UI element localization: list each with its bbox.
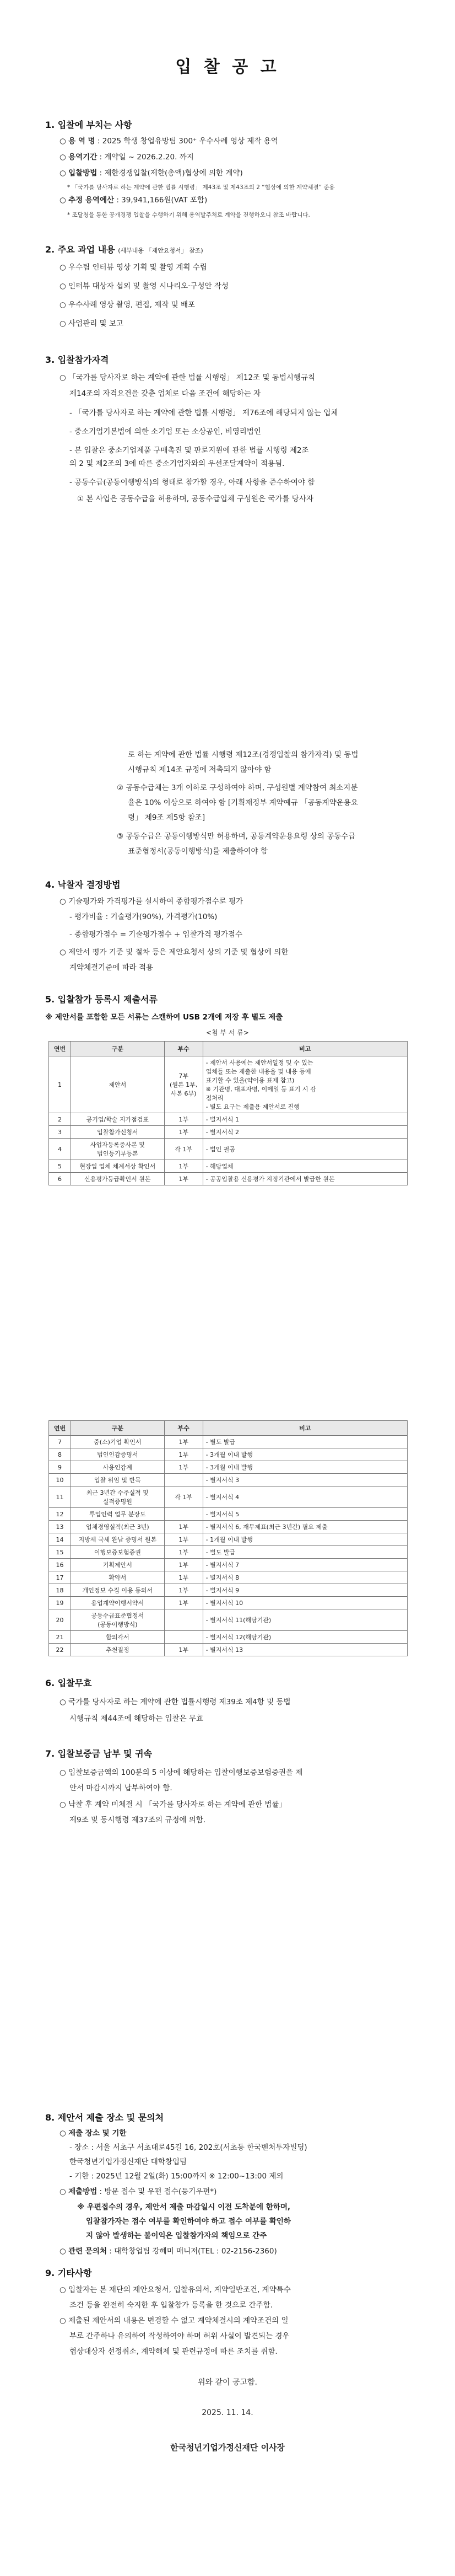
table-row xyxy=(49,1644,408,1656)
row-number: 8 xyxy=(49,1448,71,1461)
row-number: 7 xyxy=(49,1436,71,1448)
row-quantity: 1부 xyxy=(164,1521,203,1533)
closing-organization: 한국청년기업가정신재단 이사장 xyxy=(170,2443,285,2452)
row-note: - 별지서식 4 xyxy=(203,1486,407,1508)
s9-line-2: 조건 등을 완전히 숙지한 후 입찰참가 등록을 한 것으로 간주함. xyxy=(69,2301,273,2310)
row-number: 10 xyxy=(49,1474,71,1486)
col-header-qty: 부수 xyxy=(164,1042,203,1056)
s7-line-4: 제9조 및 동시행령 제37조의 규정에 의함. xyxy=(69,1816,206,1824)
row-document-name: 입찰참가신청서 xyxy=(71,1126,164,1139)
row-number: 4 xyxy=(49,1139,71,1160)
row-document-name: 사용인감계 xyxy=(71,1461,164,1474)
s8-place-line-3: - 기한 : 2025년 12월 2일(화) 15:00까지 ※ 12:00~13:00 제외 xyxy=(69,2172,284,2181)
table-row xyxy=(49,1559,408,1571)
table-header-row xyxy=(49,1421,408,1436)
s3-line-3: - 「국가를 당사자로 하는 계약에 관한 법률 시행령」 제76조에 해당되지 않는 업체 xyxy=(69,409,338,417)
s8-method: ○ 제출방법 : 방문 접수 및 우편 접수(등기우편*) xyxy=(59,2187,217,2196)
row-note: - 별지서식 1 xyxy=(203,1113,407,1126)
row-number: 1 xyxy=(49,1056,71,1113)
s2-item-2: ○ 인터뷰 대상자 섭외 및 촬영 시나리오·구성안 작성 xyxy=(59,282,229,291)
s3-line-1: ○ 「국가를 당사자로 하는 계약에 관한 법률 시행령」 제12조 및 동법시행규칙 xyxy=(59,373,316,382)
s3-line-4: - 중소기업기본법에 의한 소기업 또는 소상공인, 비영리법인 xyxy=(69,427,261,436)
s3-line-6: 의 2 및 제2조의 3에 따른 중소기업자와의 우선조달계약이 적용됨. xyxy=(69,459,285,468)
row-document-name: 합의각서 xyxy=(71,1631,164,1644)
row-quantity: 1부 xyxy=(164,1571,203,1584)
table-row xyxy=(49,1584,408,1597)
s2-item-3: ○ 우수사례 영상 촬영, 편집, 제작 및 배포 xyxy=(59,300,196,309)
section-8-heading: 8. 제안서 제출 장소 및 문의처 xyxy=(45,2112,164,2123)
col-header-no: 연번 xyxy=(49,1421,71,1436)
row-document-name: 지방세 국세 완납 증명서 원본 xyxy=(71,1533,164,1546)
row-quantity: 각 1부 xyxy=(164,1486,203,1508)
row-number: 12 xyxy=(49,1508,71,1521)
s7-line-3-text: 낙찰 후 계약 미체결 시 「국가를 당사자로 하는 계약에 관한 법률」 xyxy=(68,1800,287,1809)
row-number: 15 xyxy=(49,1546,71,1559)
row-note: - 별지서식 5 xyxy=(203,1508,407,1521)
page-title: 입 찰 공 고 xyxy=(175,57,280,77)
row-note: - 별지서식 9 xyxy=(203,1584,407,1597)
row-quantity xyxy=(164,1631,203,1644)
row-note: - 3개월 이내 발행 xyxy=(203,1461,407,1474)
row-document-name: 현장입 업체 체계서상 확인서 xyxy=(71,1160,164,1173)
s2-heading-small: (세부내용 「제안요청서」 참조) xyxy=(118,247,203,254)
s8-place-line-1: - 장소 : 서울 서초구 서초대로45길 16, 202호(서초동 한국벤처투자빌딩) xyxy=(69,2143,307,2152)
s1-item-1-label: 용 역 명 xyxy=(68,137,95,146)
s2-item-1-text: 우수팀 인터뷰 영상 기획 및 촬영 계획 수립 xyxy=(68,263,207,272)
row-note: - 별지서식 2 xyxy=(203,1126,407,1139)
section-1-heading: 1. 입찰에 부치는 사항 xyxy=(45,120,132,130)
row-note: - 법인 필공 xyxy=(203,1139,407,1160)
row-note: - 별도 발급 xyxy=(203,1546,407,1559)
table-row xyxy=(49,1461,408,1474)
s2-item-4-text: 사업관리 및 보고 xyxy=(68,319,123,328)
s1-item-1-value: : 2025 학생 창업유망팀 300⁺ 우수사례 영상 제작 용역 xyxy=(97,137,278,146)
row-document-name: 이행보증보험증권 xyxy=(71,1546,164,1559)
table-row xyxy=(49,1486,408,1508)
table-row xyxy=(49,1533,408,1546)
table-header-row xyxy=(49,1042,408,1056)
s9-line-5: 협상대상자 선정취소, 계약해제 및 관련규정에 따른 조치를 취함. xyxy=(69,2347,278,2356)
s8-warn-3: 지 않아 발생하는 불이익은 입찰참가자의 책임으로 간주 xyxy=(86,2231,267,2240)
s9-line-1: ○ 입찰자는 본 재단의 제안요청서, 입찰유의서, 계약일반조건, 계약특수 xyxy=(59,2285,291,2294)
s1-price-label: 추정 용역예산 xyxy=(68,196,115,205)
closing-statement: 위와 같이 공고함. xyxy=(197,2378,258,2387)
s5-usb-warning: ※ 제안서를 포함한 모든 서류는 스캔하여 USB 2개에 저장 후 별도 제출 xyxy=(45,1013,283,1022)
s4-line-4: ○ 제안서 평가 기준 및 절차 등은 제안요청서 상의 기준 및 협상에 의한 xyxy=(59,948,289,957)
row-quantity: 1부 xyxy=(164,1546,203,1559)
s9-line-1-text: 입찰자는 본 재단의 제안요청서, 입찰유의서, 계약일반조건, 계약특수 xyxy=(68,2285,291,2294)
col-header-name: 구분 xyxy=(71,1421,164,1436)
s1-item-3-label: 입찰방법 xyxy=(68,169,98,178)
s4-line-4-text: 제안서 평가 기준 및 절차 등은 제안요청서 상의 기준 및 협상에 의한 xyxy=(68,948,289,957)
closing-date: 2025. 11. 14. xyxy=(202,2408,253,2417)
s6-line-1: ○ 국가를 당사자로 하는 계약에 관한 법률시행령 제39조 제4항 및 동법 xyxy=(59,1698,291,1706)
row-quantity xyxy=(164,1609,203,1631)
s8-contact: ○ 관련 문의처 : 대학창업팀 강혜미 매니저(TEL : 02-2156-2360) xyxy=(59,2247,277,2256)
s1-item-2: ○ 용역기간 : 계약일 ~ 2026.2.20. 까지 xyxy=(59,153,194,162)
row-number: 20 xyxy=(49,1609,71,1631)
col-header-note: 비고 xyxy=(203,1042,407,1056)
table-row xyxy=(49,1113,408,1126)
row-document-name: 확약서 xyxy=(71,1571,164,1584)
s9-line-4: 부로 간주하나 유의하여 작성하여야 하며 허위 사실이 발견되는 경우 xyxy=(69,2332,290,2341)
row-quantity: 1부 xyxy=(164,1533,203,1546)
row-document-name: 중(소)기업 확인서 xyxy=(71,1436,164,1448)
table-row xyxy=(49,1508,408,1521)
table-row xyxy=(49,1597,408,1609)
s1-note-1: * 「국가를 당사자로 하는 계약에 관한 법률 시행령」 제43조 및 제43조의 2 “협상에 의한 계약체결” 준용 xyxy=(67,184,335,191)
row-number: 21 xyxy=(49,1631,71,1644)
row-note: - 별지서식 7 xyxy=(203,1559,407,1571)
table-row xyxy=(49,1139,408,1160)
row-quantity xyxy=(164,1508,203,1521)
s1-note-2: * 조달청을 통한 공개경쟁 입찰을 수행하기 위해 용역발주처로 계약을 진행하오니 참조 바랍니다. xyxy=(67,212,310,218)
s4-line-1-text: 기술평가와 가격평가를 실시하여 종합평가점수로 평가 xyxy=(68,897,243,906)
row-number: 19 xyxy=(49,1597,71,1609)
section-5-heading: 5. 입찰참가 등록시 제출서류 xyxy=(45,994,158,1005)
row-note: - 공공입찰용 신용평가 지정기관에서 발급한 원본 xyxy=(203,1173,407,1185)
s1-item-3-value: : 제한경쟁입찰(제한(총액)협상에 의한 계약) xyxy=(99,169,243,178)
section-3-heading: 3. 입찰참가자격 xyxy=(45,355,109,365)
col-header-note: 비고 xyxy=(203,1421,407,1436)
document-table-top xyxy=(48,1041,408,1185)
row-note: - 별지서식 3 xyxy=(203,1474,407,1486)
col-header-name: 구분 xyxy=(71,1042,164,1056)
row-document-name: 개인정보 수집 이용 동의서 xyxy=(71,1584,164,1597)
row-quantity: 1부 xyxy=(164,1448,203,1461)
s1-item-3: ○ 입찰방법 : 제한경쟁입찰(제한(총액)협상에 의한 계약) xyxy=(59,169,243,178)
row-note: - 별지서식 13 xyxy=(203,1644,407,1656)
s6-line-1-text: 국가를 당사자로 하는 계약에 관한 법률시행령 제39조 제4항 및 동법 xyxy=(68,1698,291,1706)
row-document-name: 공동수급표준협정서 (공동이행방식) xyxy=(71,1609,164,1631)
table-row xyxy=(49,1521,408,1533)
s7-line-3: ○ 낙찰 후 계약 미체결 시 「국가를 당사자로 하는 계약에 관한 법률」 xyxy=(59,1800,287,1809)
s8-place-line-2: 한국청년기업가정신재단 대학창업팀 xyxy=(69,2158,187,2166)
s8-contact-value: : 대학창업팀 강혜미 매니저(TEL : 02-2156-2360) xyxy=(109,2247,277,2256)
s2-item-2-text: 인터뷰 대상자 섭외 및 촬영 시나리오·구성안 작성 xyxy=(68,282,229,291)
row-number: 22 xyxy=(49,1644,71,1656)
row-document-name: 공기업/학술 지가점검표 xyxy=(71,1113,164,1126)
s8-method-value: : 방문 접수 및 우편 접수(등기우편*) xyxy=(99,2187,217,2196)
row-quantity: 1부 xyxy=(164,1559,203,1571)
row-document-name: 최근 3년간 수주실적 및 실적증명원 xyxy=(71,1486,164,1508)
table-row xyxy=(49,1126,408,1139)
row-note: - 별지서식 12(해당기관) xyxy=(203,1631,407,1644)
row-quantity: 1부 xyxy=(164,1644,203,1656)
s3-line-7: - 공동수급(공동이행방식)의 형태로 참가할 경우, 아래 사항을 준수하여야 함 xyxy=(69,478,315,487)
document-table-bottom xyxy=(48,1420,408,1656)
row-document-name: 입찰 위임 및 반목 xyxy=(71,1474,164,1486)
table-row xyxy=(49,1173,408,1185)
row-note: - 별지서식 6, 재무제표(최근 3년간) 필요 제출 xyxy=(203,1521,407,1533)
s8-place: ○ 제출 장소 및 기한 xyxy=(59,2129,127,2138)
col-header-no: 연번 xyxy=(49,1042,71,1056)
row-number: 3 xyxy=(49,1126,71,1139)
s6-line-2: 시행규칙 제44조에 해당하는 입찰은 무효 xyxy=(69,1714,203,1723)
s3-line-1-text: 「국가를 당사자로 하는 계약에 관한 법률 시행령」 제12조 및 동법시행규칙 xyxy=(68,373,316,382)
s4-line-1: ○ 기술평가와 가격평가를 실시하여 종합평가점수로 평가 xyxy=(59,897,243,906)
table-row xyxy=(49,1546,408,1559)
s3-cont-2: 시행규칙 제14조 규정에 저촉되지 않아야 함 xyxy=(128,765,272,774)
row-quantity: 1부 xyxy=(164,1436,203,1448)
section-9-heading: 9. 기타사항 xyxy=(45,2268,92,2278)
row-document-name: 신용평가등급확인서 원본 xyxy=(71,1173,164,1185)
s7-line-1: ○ 입찰보증금액의 100분의 5 이상에 해당하는 입찰이행보증보험증권을 제 xyxy=(59,1768,303,1777)
row-quantity: 1부 xyxy=(164,1160,203,1173)
s1-item-2-value: : 계약일 ~ 2026.2.20. 까지 xyxy=(99,153,194,162)
s3-cont-7: 표준협정서(공동이행방식)를 제출하여야 함 xyxy=(128,847,268,856)
s8-warn-2: 입찰참가자는 접수 여부를 확인하여야 하고 접수 여부를 확인하 xyxy=(86,2217,291,2226)
s3-cont-3: ② 공동수급체는 3개 이하로 구성하여야 하며, 구성원별 계약참여 최소지분 xyxy=(117,783,358,792)
section-4-heading: 4. 낙찰자 결정방법 xyxy=(45,879,121,890)
row-number: 14 xyxy=(49,1533,71,1546)
row-document-name: 사업자등록증사본 및 법인등기부등본 xyxy=(71,1139,164,1160)
s1-price-value: : 39,941,166원(VAT 포함) xyxy=(116,196,208,205)
row-quantity: 각 1부 xyxy=(164,1139,203,1160)
row-note: - 3개월 이내 발행 xyxy=(203,1448,407,1461)
s9-line-3-text: 제출된 제안서의 내용은 변경할 수 없고 계약체결시의 계약조건의 일 xyxy=(68,2316,289,2325)
row-document-name: 업체경영실적(최근 3년) xyxy=(71,1521,164,1533)
row-number: 18 xyxy=(49,1584,71,1597)
s3-cont-1: 로 하는 계약에 관한 법률 시행령 제12조(경쟁입찰의 참가자격) 및 동법 xyxy=(128,750,359,759)
row-number: 9 xyxy=(49,1461,71,1474)
row-number: 5 xyxy=(49,1160,71,1173)
table-row xyxy=(49,1571,408,1584)
row-number: 16 xyxy=(49,1559,71,1571)
table-row xyxy=(49,1474,408,1486)
attachment-caption: <첨 부 서 류> xyxy=(206,1029,249,1037)
table-row xyxy=(49,1436,408,1448)
table-row xyxy=(49,1160,408,1173)
section-7-heading: 7. 입찰보증금 납부 및 귀속 xyxy=(45,1748,153,1759)
s4-line-5: 계약체결기준에 따라 적용 xyxy=(69,963,154,972)
s2-item-1: ○ 우수팀 인터뷰 영상 기획 및 촬영 계획 수립 xyxy=(59,263,207,272)
s3-cont-5: 령」 제9조 제5항 참조] xyxy=(128,813,205,822)
row-number: 2 xyxy=(49,1113,71,1126)
row-quantity: 1부 xyxy=(164,1173,203,1185)
row-document-name: 기획제안서 xyxy=(71,1559,164,1571)
s2-item-3-text: 우수사례 영상 촬영, 편집, 제작 및 배포 xyxy=(68,300,196,309)
table-row xyxy=(49,1056,408,1113)
s4-line-3: - 종합평가점수 = 기술평가점수 + 입찰가격 평가점수 xyxy=(69,930,243,939)
s7-line-1-text: 입찰보증금액의 100분의 5 이상에 해당하는 입찰이행보증보험증권을 제 xyxy=(68,1768,303,1777)
row-number: 11 xyxy=(49,1486,71,1508)
row-quantity: 1부 xyxy=(164,1126,203,1139)
s8-method-label: 제출방법 xyxy=(68,2187,98,2196)
row-note: - 별지서식 11(해당기관) xyxy=(203,1609,407,1631)
row-quantity: 1부 xyxy=(164,1597,203,1609)
s3-line-5: - 본 입찰은 중소기업제품 구매촉진 및 판로지원에 관한 법률 시행령 제2조 xyxy=(69,446,309,455)
s8-place-label: 제출 장소 및 기한 xyxy=(68,2129,127,2138)
s4-line-2: - 평가비율 : 기술평가(90%), 가격평가(10%) xyxy=(69,913,218,921)
row-note: - 제안서 사용예는 제안서일정 및 수 있는 업체들 또는 제출한 내용을 및 내용 등에 표기할 수 있을(약어용 표제 참고) ※ 기관명, 대표자명, 이메일 등 표기 시 감 점처리 - 별도 요구는 제출용 제안서로 진행 xyxy=(203,1056,407,1113)
s2-heading-text: 2. 주요 과업 내용 xyxy=(45,244,115,255)
table-row xyxy=(49,1631,408,1644)
s3-cont-4: 율은 10% 이상으로 하여야 함 [기획재정부 계약예규 「공동계약운용요 xyxy=(128,798,358,807)
s3-cont-6: ③ 공동수급은 공동이행방식만 허용하며, 공동계약운용요령 상의 공동수급 xyxy=(117,832,356,841)
s7-line-2: 안서 마감시까지 납부하여야 함. xyxy=(69,1784,172,1793)
s2-item-4: ○ 사업관리 및 보고 xyxy=(59,319,123,328)
table-row xyxy=(49,1609,408,1631)
row-quantity: 1부 xyxy=(164,1461,203,1474)
table-row xyxy=(49,1448,408,1461)
s1-price: ○ 추정 용역예산 : 39,941,166원(VAT 포함) xyxy=(59,196,208,205)
row-note: - 해당업체 xyxy=(203,1160,407,1173)
row-quantity xyxy=(164,1474,203,1486)
row-document-name: 법인인감증명서 xyxy=(71,1448,164,1461)
row-note: - 별도 발급 xyxy=(203,1436,407,1448)
col-header-qty: 부수 xyxy=(164,1421,203,1436)
row-number: 6 xyxy=(49,1173,71,1185)
s1-item-1: ○ 용 역 명 : 2025 학생 창업유망팀 300⁺ 우수사례 영상 제작 용역 xyxy=(59,137,278,146)
s3-line-2: 제14조의 자격요건을 갖춘 업체로 다음 조건에 해당하는 자 xyxy=(69,389,261,398)
section-2-heading xyxy=(45,243,203,255)
s9-line-3: ○ 제출된 제안서의 내용은 변경할 수 없고 계약체결시의 계약조건의 일 xyxy=(59,2316,289,2325)
row-note: - 별지서식 8 xyxy=(203,1571,407,1584)
row-number: 13 xyxy=(49,1521,71,1533)
section-6-heading: 6. 입찰무효 xyxy=(45,1678,92,1688)
s3-line-8: ① 본 사업은 공동수급을 허용하며, 공동수급업체 구성원은 국가를 당사자 xyxy=(77,495,313,503)
row-document-name: 투입인력 업무 분장도 xyxy=(71,1508,164,1521)
row-quantity: 1부 xyxy=(164,1584,203,1597)
row-quantity: 1부 xyxy=(164,1113,203,1126)
s8-contact-label: 관련 문의처 xyxy=(68,2247,107,2256)
row-note: - 별지서식 10 xyxy=(203,1597,407,1609)
s8-warn-1: ※ 우편접수의 경우, 제안서 제출 마감일시 이전 도착분에 한하며, xyxy=(77,2203,291,2212)
row-quantity: 7부 (원본 1부, 사본 6부) xyxy=(164,1056,203,1113)
s1-item-2-label: 용역기간 xyxy=(68,153,98,162)
row-number: 17 xyxy=(49,1571,71,1584)
row-document-name: 용업계약이행서약서 xyxy=(71,1597,164,1609)
row-document-name: 추천질정 xyxy=(71,1644,164,1656)
row-document-name: 제안서 xyxy=(71,1056,164,1113)
row-note: - 1개월 이내 발행 xyxy=(203,1533,407,1546)
